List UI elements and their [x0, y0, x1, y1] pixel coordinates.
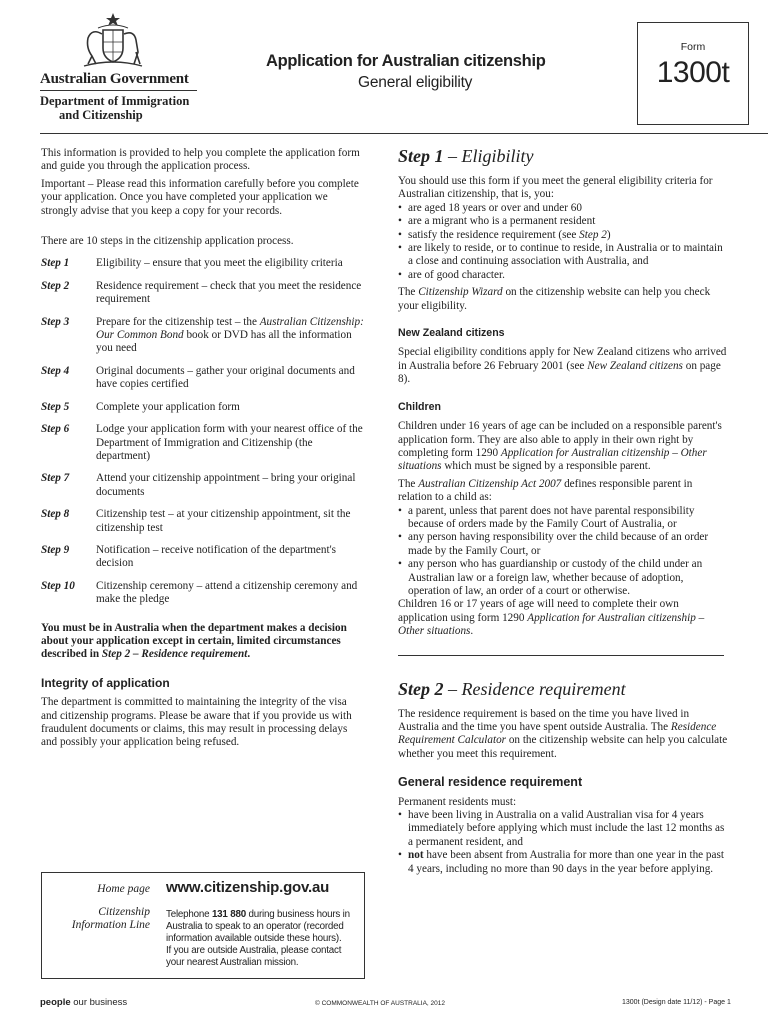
step-text: Lodge your application form with your nearest office of the Department of Immigration and Citizenship (the department) [96, 423, 363, 462]
wizard-text: The [398, 286, 419, 299]
older-children-paragraph [398, 598, 728, 638]
step-text-part: Prepare for the citizenship test – the [96, 315, 260, 328]
telephone-text: during business hours in Australia to speak to an operator (recorded information available outside these hours). [166, 909, 350, 944]
list-item: • any person who has guardianship or custody of the child under an Australian law or a foreign law, whether because of adoption, operation of law, an order of a court or otherwise. [398, 558, 728, 598]
calculator-name: Residence Requirement Calculator [398, 721, 717, 747]
list-item [41, 508, 365, 535]
step-text: Citizenship test – at your citizenship appointment, sit the citizenship test [96, 508, 351, 534]
step-key: Step 7 [41, 472, 70, 485]
act-name: Australian Citizenship Act 2007 [418, 477, 562, 490]
integrity-paragraph: The department is committed to maintaining the integrity of the visa and citizenship programs. Please be aware that if you provide us with fraudulent documents or claims, this may result in processing delays and possibly your application being refused. [41, 696, 352, 749]
step-book-title: Australian Citizenship: Our Common Bond [96, 315, 364, 342]
intro-paragraph: This information is provided to help you complete the application form and guide you through the application process. [41, 147, 360, 173]
brand-text: our business [70, 997, 128, 1008]
children-text: Children under 16 years of age can be included on a responsible parent's application form. They are also able to apply in their own right by completing form 1290 [398, 420, 722, 459]
wizard-text: on the citizenship website can help you check your eligibility. [398, 286, 711, 312]
list-item [41, 423, 365, 463]
list-item: • a parent, unless that parent does not have parental responsibility because of orders made by the Family Court of Australia, or [398, 505, 728, 532]
nz-reference: New Zealand citizens [587, 359, 683, 372]
form-number: 1300t [656, 56, 730, 89]
list-item [41, 580, 365, 607]
permanent-residents-intro: Permanent residents must: [398, 795, 517, 808]
bullet-text: are a migrant who is a permanent resident [408, 215, 596, 228]
bullet-text: have been living in Australia on a valid Australian visa for 4 years immediately before applying which must include the last 12 months as a permanent resident, and [408, 809, 725, 848]
left-column [41, 147, 365, 750]
page-subtitle: General eligibility [358, 74, 473, 91]
bullet-text [408, 849, 728, 876]
information-line-label-1: Citizenship [98, 906, 150, 918]
bullet-text [408, 229, 728, 242]
telephone-text: Telephone [166, 909, 212, 920]
website-link[interactable]: www.citizenship.gov.au [166, 879, 330, 896]
list-item: • any person having responsibility over the child because of an order made by the Family Court, or [398, 531, 728, 558]
information-line-label-2: Information Line [71, 919, 150, 931]
general-residence-heading: General residence requirement [398, 775, 583, 790]
list-item: • not have been absent from Australia for more than one year in the past 4 years, including no more than 90 days in the year before applying. [398, 849, 728, 876]
step-key: Step 10 [41, 579, 75, 592]
integrity-heading: Integrity of application [41, 675, 170, 690]
residence-text: The residence requirement is based on the time you have lived in Australia and the time you have spent outside Australia. The [398, 707, 690, 733]
form-label: Form [680, 41, 706, 53]
nz-paragraph [398, 346, 728, 386]
bullet-part: have been absent from Australia for more than one year in the past 4 years, including no more than 90 days in the year before applying. [408, 849, 724, 875]
step-text: Notification – receive notification of the department's decision [96, 543, 336, 570]
step-key: Step 8 [41, 508, 70, 521]
footer-copyright: © COMMONWEALTH OF AUSTRALIA, 2012 [315, 1000, 445, 1007]
contact-box [41, 872, 365, 979]
older-text: Children 16 or 17 years of age will need to complete their own application using form 1290 [398, 598, 679, 624]
department-line-1: Department of Immigration [40, 94, 190, 108]
footer-page-number: 1300t (Design date 11/12) - Page 1 [622, 999, 731, 1006]
right-column [398, 145, 728, 876]
outside-australia-text: If you are outside Australia, please contact your nearest Australian mission. [166, 945, 342, 968]
step-key: Step 9 [41, 543, 70, 556]
section-divider [398, 655, 724, 656]
wizard-name: Citizenship Wizard [418, 286, 503, 299]
step-text [96, 316, 365, 356]
list-item [41, 280, 365, 307]
older-form-title: Application for Australian citizenship – Other situations [398, 611, 705, 638]
residence-text: on the citizenship website can help you calculate whether you meet this requirement. [398, 734, 728, 760]
presence-warning [41, 622, 365, 662]
step-text: Residence requirement – check that you meet the residence requirement [96, 279, 362, 306]
steps-list [41, 257, 365, 606]
step1-intro: You should use this form if you meet the general eligibility criteria for Australian citizenship, that is, you: [398, 175, 713, 201]
step-text: Eligibility – ensure that you meet the eligibility criteria [96, 257, 343, 270]
step-key: Step 2 [41, 279, 70, 292]
list-item [41, 544, 365, 571]
nz-heading: New Zealand citizens [398, 327, 505, 340]
act-text: The [398, 477, 419, 490]
children-heading: Children [398, 400, 441, 413]
home-page-label: Home page [97, 883, 150, 895]
footer-brand [40, 997, 127, 1008]
nz-text: on page 8). [398, 359, 721, 386]
nz-text: Special eligibility conditions apply for New Zealand citizens who arrived in Australia before 26 February 2001 (see [398, 346, 727, 372]
step-text-part: book or DVD has all the information you need [96, 329, 352, 355]
bullet-part: ) [606, 228, 611, 241]
residence-paragraph [398, 708, 728, 762]
list-item [41, 257, 365, 270]
list-item: • are aged 18 years or over and under 60 [398, 202, 728, 215]
step-key: Step 4 [41, 364, 70, 377]
department-line-2: and Citizenship [59, 108, 143, 122]
list-item: • are likely to reside, or to continue to reside, in Australia or to maintain a close and continuing association with Australia, and [398, 242, 728, 269]
information-line-label [50, 906, 150, 932]
children-text: which must be signed by a responsible parent. [441, 460, 651, 473]
bullet-text: any person having responsibility over the child because of an order made by the Family Court, or [408, 531, 709, 557]
government-name: Australian Government [40, 71, 189, 87]
list-item: • are of good character. [398, 269, 728, 282]
form-number-box [637, 22, 749, 125]
act-text: defines responsible parent in relation to a child as: [398, 477, 693, 504]
list-item [41, 365, 365, 392]
telephone-number: 131 880 [211, 909, 246, 920]
warning-text: You must be in Australia when the department makes a decision about your application except in certain, limited circumstances described in [41, 621, 347, 661]
brand-bold: people [40, 997, 71, 1008]
list-item [41, 472, 365, 499]
coat-of-arms-icon [78, 12, 148, 70]
step-text: Citizenship ceremony – attend a citizenship ceremony and make the pledge [96, 579, 358, 606]
department-name [40, 94, 189, 122]
list-item [41, 401, 365, 414]
list-item: • have been living in Australia on a valid Australian visa for 4 years immediately before applying which must include the last 12 months as a permanent resident, and [398, 809, 728, 849]
step2-subtitle: – Residence requirement [443, 678, 626, 699]
bullet-part: satisfy the residence requirement (see [408, 228, 580, 241]
bullet-text: are likely to reside, or to continue to reside, in Australia or to maintain a close and continuing association with Australia, and [408, 242, 723, 268]
list-item: • satisfy the residence requirement (see Step 2) [398, 229, 728, 242]
warning-text: . [247, 648, 251, 661]
step-key: Step 5 [41, 400, 70, 413]
step1-subtitle: – Eligibility [443, 146, 534, 166]
children-paragraph [398, 420, 728, 474]
step-key: Step 1 [41, 257, 70, 270]
telephone-info [166, 909, 358, 969]
step-text: Attend your citizenship appointment – bring your original documents [96, 472, 356, 498]
important-paragraph: Important – Please read this information carefully before you complete your application. Once you have completed your application we strongly advise that you keep a copy for your records. [41, 177, 359, 217]
wizard-paragraph [398, 286, 728, 313]
children-form-title: Application for Australian citizenship – Other situations [398, 446, 707, 473]
warning-reference: Step 2 – Residence requirement [101, 648, 248, 661]
step2-heading [398, 678, 728, 700]
steps-intro: There are 10 steps in the citizenship application process. [41, 235, 294, 248]
step-text: Original documents – gather your original documents and have copies certified [96, 364, 355, 391]
step1-title: Step 1 [398, 146, 444, 166]
bullet-text: a parent, unless that parent does not have parental responsibility because of orders made by the Family Court of Australia, or [408, 504, 695, 530]
list-item [41, 316, 365, 356]
header-divider [40, 133, 768, 134]
bullet-emphasis: not [408, 849, 424, 862]
bullet-text: are of good character. [408, 268, 505, 281]
older-text: . [470, 625, 474, 638]
page-title: Application for Australian citizenship [266, 52, 546, 70]
step1-heading [398, 145, 728, 167]
bullet-text: any person who has guardianship or custody of the child under an Australian law or a foreign law, whether because of adoption, operation of law, an order of a court or otherwise. [408, 558, 703, 597]
bullet-reference: Step 2 [579, 228, 607, 241]
act-paragraph [398, 478, 728, 505]
step-text: Complete your application form [96, 400, 240, 413]
step2-title: Step 2 [398, 678, 444, 699]
government-rule [40, 90, 197, 91]
bullet-text: are aged 18 years or over and under 60 [408, 201, 582, 214]
list-item: • are a migrant who is a permanent resident [398, 215, 728, 228]
step-key: Step 6 [41, 423, 70, 436]
step-key: Step 3 [41, 315, 70, 328]
